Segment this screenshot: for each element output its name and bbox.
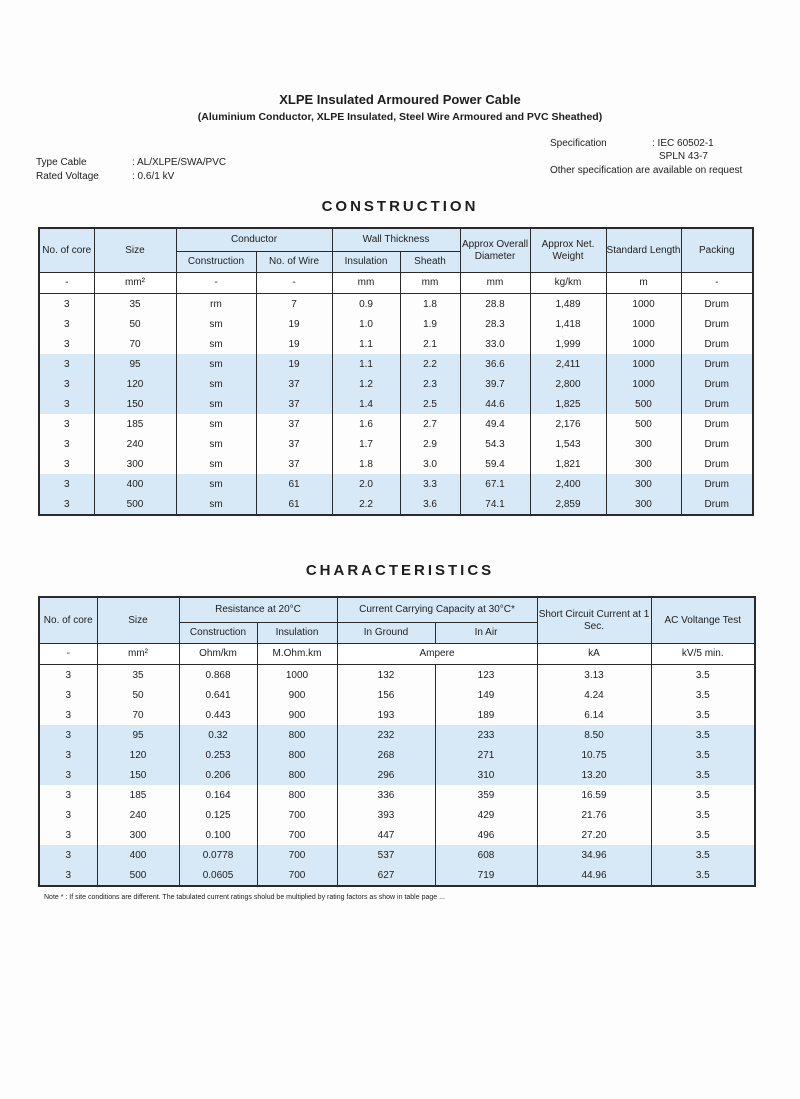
table-cell: 4.24 — [537, 685, 651, 705]
table-cell: 3 — [39, 805, 97, 825]
header-wall-thickness: Wall Thickness — [332, 228, 460, 252]
table-cell: sm — [176, 474, 256, 494]
table-cell: 3.5 — [651, 685, 755, 705]
table-cell: 3.5 — [651, 865, 755, 886]
header-current-capacity: Current Carrying Capacity at 30°C* — [337, 597, 537, 623]
unit-cell: - — [39, 644, 97, 665]
table-cell: 70 — [97, 705, 179, 725]
construction-section-title: CONSTRUCTION — [321, 198, 479, 215]
table-cell: 1.1 — [332, 354, 400, 374]
table-cell: 3 — [39, 314, 94, 334]
table-cell: 19 — [256, 354, 332, 374]
table-cell: 67.1 — [460, 474, 530, 494]
table-cell: 70 — [94, 334, 176, 354]
table-cell: 1.9 — [400, 314, 460, 334]
table-cell: 2.5 — [400, 394, 460, 414]
table-cell: 21.76 — [537, 805, 651, 825]
table-cell: 3 — [39, 705, 97, 725]
table-row — [39, 665, 755, 686]
table-cell: 800 — [257, 765, 337, 785]
table-cell: Drum — [681, 374, 753, 394]
table-cell: 300 — [606, 434, 681, 454]
table-row — [39, 394, 753, 414]
table-cell: 10.75 — [537, 745, 651, 765]
type-cable-label: Type Cable — [36, 157, 87, 168]
table-cell: 0.253 — [179, 745, 257, 765]
table-row — [39, 745, 755, 765]
table-cell: 496 — [435, 825, 537, 845]
table-cell: 3 — [39, 825, 97, 845]
table-cell: 0.0605 — [179, 865, 257, 886]
table-cell: 300 — [94, 454, 176, 474]
table-cell: 37 — [256, 434, 332, 454]
table-cell: 193 — [337, 705, 435, 725]
header-no-of-wire: No. of Wire — [256, 252, 332, 273]
units-row — [39, 644, 755, 665]
table-row — [39, 785, 755, 805]
table-cell: 3 — [39, 294, 94, 315]
document-title: XLPE Insulated Armoured Power Cable — [279, 92, 521, 107]
table-row — [39, 865, 755, 886]
table-cell: 1,825 — [530, 394, 606, 414]
table-cell: 3 — [39, 334, 94, 354]
header-overall-diameter: Approx Overall Diameter — [460, 228, 530, 273]
table-cell: 35 — [97, 665, 179, 686]
header-resistance-insulation: Insulation — [257, 623, 337, 644]
table-cell: 800 — [257, 785, 337, 805]
unit-cell: mm² — [97, 644, 179, 665]
table-cell: 3 — [39, 394, 94, 414]
table-cell: 608 — [435, 845, 537, 865]
table-cell: 50 — [94, 314, 176, 334]
table-cell: 16.59 — [537, 785, 651, 805]
table-cell: 359 — [435, 785, 537, 805]
specification-value: : IEC 60502-1 — [652, 138, 714, 149]
table-cell: 3.5 — [651, 765, 755, 785]
table-cell: 296 — [337, 765, 435, 785]
header-sheath: Sheath — [400, 252, 460, 273]
table-cell: 50 — [97, 685, 179, 705]
table-cell: Drum — [681, 414, 753, 434]
table-cell: 447 — [337, 825, 435, 845]
table-cell: 44.96 — [537, 865, 651, 886]
table-cell: 95 — [97, 725, 179, 745]
table-cell: 6.14 — [537, 705, 651, 725]
table-cell: 0.0778 — [179, 845, 257, 865]
table-cell: 3.13 — [537, 665, 651, 686]
table-cell: 1.2 — [332, 374, 400, 394]
table-cell: 0.641 — [179, 685, 257, 705]
table-cell: sm — [176, 494, 256, 515]
table-cell: 59.4 — [460, 454, 530, 474]
table-cell: 2.1 — [400, 334, 460, 354]
table-cell: Drum — [681, 354, 753, 374]
table-cell: 2.7 — [400, 414, 460, 434]
table-cell: sm — [176, 454, 256, 474]
table-row — [39, 494, 753, 515]
table-cell: 2,859 — [530, 494, 606, 515]
table-cell: 240 — [97, 805, 179, 825]
header-ac-test: AC Voltange Test — [651, 597, 755, 644]
header-size: Size — [97, 597, 179, 644]
table-cell: 500 — [606, 414, 681, 434]
table-cell: sm — [176, 314, 256, 334]
unit-cell: mm — [400, 273, 460, 294]
type-cable-value: : AL/XLPE/SWA/PVC — [132, 157, 227, 168]
table-cell: Drum — [681, 294, 753, 315]
table-cell: 300 — [606, 494, 681, 515]
table-cell: 28.8 — [460, 294, 530, 315]
table-cell: 240 — [94, 434, 176, 454]
unit-cell: - — [39, 273, 94, 294]
unit-cell: Ampere — [337, 644, 537, 665]
table-cell: 2,176 — [530, 414, 606, 434]
header-no-core: No. of core — [39, 228, 94, 273]
table-cell: 3.5 — [651, 665, 755, 686]
table-cell: 95 — [94, 354, 176, 374]
table-cell: 189 — [435, 705, 537, 725]
table-cell: 19 — [256, 334, 332, 354]
table-cell: 61 — [256, 494, 332, 515]
unit-cell: mm — [332, 273, 400, 294]
construction-table — [38, 227, 754, 516]
table-row — [39, 354, 753, 374]
table-cell: 1.7 — [332, 434, 400, 454]
table-cell: 310 — [435, 765, 537, 785]
specification-note: Other specification are available on request — [550, 165, 743, 176]
table-cell: 35 — [94, 294, 176, 315]
header-short-circuit: Short Circuit Current at 1 Sec. — [537, 597, 651, 644]
table-cell: 393 — [337, 805, 435, 825]
table-cell: 3.5 — [651, 705, 755, 725]
table-cell: 132 — [337, 665, 435, 686]
table-row — [39, 294, 753, 315]
table-cell: sm — [176, 334, 256, 354]
table-cell: 336 — [337, 785, 435, 805]
table-cell: 150 — [97, 765, 179, 785]
table-cell: 185 — [97, 785, 179, 805]
table-cell: 3 — [39, 685, 97, 705]
header-resistance-construction: Construction — [179, 623, 257, 644]
unit-cell: mm² — [94, 273, 176, 294]
table-cell: 800 — [257, 725, 337, 745]
table-row — [39, 414, 753, 434]
table-cell: 3.5 — [651, 725, 755, 745]
table-cell: Drum — [681, 454, 753, 474]
table-cell: sm — [176, 354, 256, 374]
table-cell: 185 — [94, 414, 176, 434]
table-cell: 1.4 — [332, 394, 400, 414]
table-cell: 300 — [606, 454, 681, 474]
table-cell: 1000 — [606, 374, 681, 394]
characteristics-section-title: CHARACTERISTICS — [305, 562, 495, 579]
table-cell: 700 — [257, 805, 337, 825]
table-cell: 33.0 — [460, 334, 530, 354]
header-insulation: Insulation — [332, 252, 400, 273]
header-resistance: Resistance at 20°C — [179, 597, 337, 623]
table-cell: 36.6 — [460, 354, 530, 374]
table-cell: 900 — [257, 685, 337, 705]
table-cell: 0.9 — [332, 294, 400, 315]
table-cell: 232 — [337, 725, 435, 745]
table-cell: 3 — [39, 665, 97, 686]
table-cell: 44.6 — [460, 394, 530, 414]
table-cell: 0.100 — [179, 825, 257, 845]
table-cell: 13.20 — [537, 765, 651, 785]
table-cell: 1.8 — [332, 454, 400, 474]
table-cell: 0.164 — [179, 785, 257, 805]
table-cell: 429 — [435, 805, 537, 825]
table-cell: 233 — [435, 725, 537, 745]
table-cell: 1000 — [606, 334, 681, 354]
table-cell: 537 — [337, 845, 435, 865]
table-cell: 500 — [94, 494, 176, 515]
table-cell: 2.0 — [332, 474, 400, 494]
table-cell: 27.20 — [537, 825, 651, 845]
table-row — [39, 705, 755, 725]
table-row — [39, 374, 753, 394]
document-subtitle: (Aluminium Conductor, XLPE Insulated, Steel Wire Armoured and PVC Sheathed) — [197, 111, 603, 123]
table-cell: 37 — [256, 454, 332, 474]
header-packing: Packing — [681, 228, 753, 273]
table-cell: 61 — [256, 474, 332, 494]
table-cell: 3.3 — [400, 474, 460, 494]
table-cell: 300 — [606, 474, 681, 494]
unit-cell: mm — [460, 273, 530, 294]
table-cell: 1,489 — [530, 294, 606, 315]
table-cell: 1000 — [606, 294, 681, 315]
table-cell: 2,411 — [530, 354, 606, 374]
table-cell: 3 — [39, 374, 94, 394]
table-cell: 2.2 — [400, 354, 460, 374]
specification-label: Specification — [550, 138, 607, 149]
table-cell: 627 — [337, 865, 435, 886]
table-cell: 19 — [256, 314, 332, 334]
table-cell: 0.32 — [179, 725, 257, 745]
table-cell: sm — [176, 434, 256, 454]
table-cell: 1.8 — [400, 294, 460, 315]
table-cell: 1,821 — [530, 454, 606, 474]
table-cell: 3 — [39, 434, 94, 454]
table-row — [39, 434, 753, 454]
header-size: Size — [94, 228, 176, 273]
specification-value-2: SPLN 43-7 — [659, 151, 708, 162]
table-cell: 2,800 — [530, 374, 606, 394]
table-cell: 0.206 — [179, 765, 257, 785]
table-row — [39, 765, 755, 785]
unit-cell: m — [606, 273, 681, 294]
header-net-weight: Approx Net. Weight — [530, 228, 606, 273]
table-cell: 2,400 — [530, 474, 606, 494]
table-row — [39, 805, 755, 825]
table-row — [39, 725, 755, 745]
table-cell: 37 — [256, 394, 332, 414]
table-cell: rm — [176, 294, 256, 315]
table-cell: 719 — [435, 865, 537, 886]
header-conductor-construction: Construction — [176, 252, 256, 273]
table-cell: 3 — [39, 494, 94, 515]
table-cell: 400 — [94, 474, 176, 494]
table-cell: 3 — [39, 785, 97, 805]
table-cell: 1000 — [606, 354, 681, 374]
table-cell: Drum — [681, 494, 753, 515]
table-cell: 1.6 — [332, 414, 400, 434]
table-cell: 3 — [39, 414, 94, 434]
table-cell: 1.0 — [332, 314, 400, 334]
table-cell: 0.443 — [179, 705, 257, 725]
footnote: Note * : If site conditions are different. The tabulated current ratings sholud be multiplied by rating factors as show in table page ... — [44, 894, 445, 901]
unit-cell: - — [256, 273, 332, 294]
header-in-ground: In Ground — [337, 623, 435, 644]
unit-cell: Ohm/km — [179, 644, 257, 665]
table-row — [39, 314, 753, 334]
unit-cell: kA — [537, 644, 651, 665]
table-cell: sm — [176, 394, 256, 414]
table-cell: 0.868 — [179, 665, 257, 686]
table-cell: 3.0 — [400, 454, 460, 474]
rated-voltage-label: Rated Voltage — [36, 171, 99, 182]
table-cell: 3.6 — [400, 494, 460, 515]
table-cell: 500 — [97, 865, 179, 886]
table-cell: 300 — [97, 825, 179, 845]
table-cell: 3 — [39, 865, 97, 886]
table-cell: 49.4 — [460, 414, 530, 434]
table-cell: 8.50 — [537, 725, 651, 745]
rated-voltage-value: : 0.6/1 kV — [132, 171, 175, 182]
table-row — [39, 685, 755, 705]
table-cell: 1,418 — [530, 314, 606, 334]
table-row — [39, 474, 753, 494]
table-cell: 3 — [39, 725, 97, 745]
table-cell: 74.1 — [460, 494, 530, 515]
table-cell: 900 — [257, 705, 337, 725]
table-cell: 3.5 — [651, 785, 755, 805]
table-cell: 3 — [39, 454, 94, 474]
table-cell: 3 — [39, 745, 97, 765]
table-cell: 120 — [97, 745, 179, 765]
table-cell: Drum — [681, 474, 753, 494]
characteristics-table — [38, 596, 756, 887]
table-cell: 34.96 — [537, 845, 651, 865]
table-cell: 3.5 — [651, 745, 755, 765]
table-cell: 0.125 — [179, 805, 257, 825]
table-cell: Drum — [681, 334, 753, 354]
table-cell: 28.3 — [460, 314, 530, 334]
unit-cell: - — [176, 273, 256, 294]
table-cell: 3 — [39, 845, 97, 865]
table-cell: 149 — [435, 685, 537, 705]
table-row — [39, 825, 755, 845]
table-cell: 37 — [256, 414, 332, 434]
table-cell: 39.7 — [460, 374, 530, 394]
unit-cell: kg/km — [530, 273, 606, 294]
table-cell: 3 — [39, 354, 94, 374]
table-cell: 800 — [257, 745, 337, 765]
table-cell: 1.1 — [332, 334, 400, 354]
table-cell: 700 — [257, 845, 337, 865]
table-cell: 54.3 — [460, 434, 530, 454]
table-cell: 3.5 — [651, 825, 755, 845]
header-no-core: No. of core — [39, 597, 97, 644]
header-conductor: Conductor — [176, 228, 332, 252]
table-cell: 3 — [39, 474, 94, 494]
table-cell: 700 — [257, 825, 337, 845]
table-cell: 2.9 — [400, 434, 460, 454]
units-row — [39, 273, 753, 294]
unit-cell: - — [681, 273, 753, 294]
table-cell: 268 — [337, 745, 435, 765]
table-cell: 400 — [97, 845, 179, 865]
table-cell: 271 — [435, 745, 537, 765]
unit-cell: M.Ohm.km — [257, 644, 337, 665]
table-cell: 3.5 — [651, 805, 755, 825]
table-cell: 150 — [94, 394, 176, 414]
table-cell: 156 — [337, 685, 435, 705]
table-cell: sm — [176, 414, 256, 434]
table-cell: 1,543 — [530, 434, 606, 454]
table-row — [39, 454, 753, 474]
table-cell: 700 — [257, 865, 337, 886]
table-cell: 1000 — [257, 665, 337, 686]
table-cell: 7 — [256, 294, 332, 315]
table-cell: 123 — [435, 665, 537, 686]
table-cell: 3 — [39, 765, 97, 785]
unit-cell: kV/5 min. — [651, 644, 755, 665]
table-cell: Drum — [681, 434, 753, 454]
table-cell: Drum — [681, 394, 753, 414]
table-cell: 120 — [94, 374, 176, 394]
table-cell: 2.2 — [332, 494, 400, 515]
table-cell: 500 — [606, 394, 681, 414]
table-cell: 3.5 — [651, 845, 755, 865]
table-cell: 2.3 — [400, 374, 460, 394]
table-cell: 37 — [256, 374, 332, 394]
table-row — [39, 334, 753, 354]
header-in-air: In Air — [435, 623, 537, 644]
table-cell: Drum — [681, 314, 753, 334]
table-cell: 1000 — [606, 314, 681, 334]
table-row — [39, 845, 755, 865]
table-cell: sm — [176, 374, 256, 394]
header-standard-length: Standard Length — [606, 228, 681, 273]
table-cell: 1,999 — [530, 334, 606, 354]
